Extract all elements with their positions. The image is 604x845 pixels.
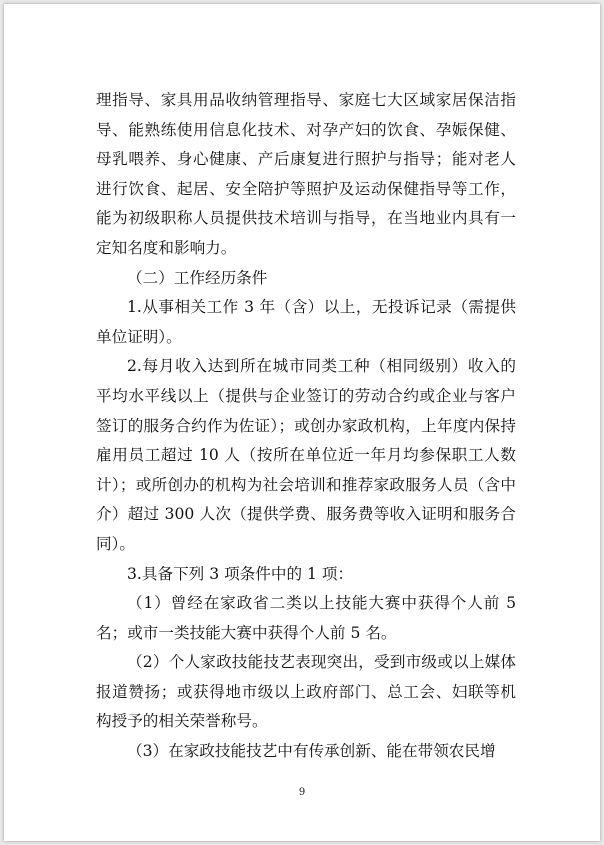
paragraph-item-1: 1.从事相关工作 3 年（含）以上，无投诉记录（需提供单位证明）。: [96, 298, 516, 346]
section-heading-work-experience: （二）工作经历条件: [127, 268, 268, 287]
paragraph-subitem-2: （2）个人家政技能技艺表现突出，受到市级或以上媒体报道赞扬；或获得地市级以上政府部门、总工会、妇联等机构授予的相关荣誉称号。: [96, 653, 516, 731]
paragraph-subitem-3: （3）在家政技能技艺中有传承创新、能在带领农民增: [127, 742, 496, 761]
document-page: [4, 4, 600, 841]
paragraph-continuation: 理指导、家具用品收纳管理指导、家庭七大区域家居保洁指导、能熟练使用信息化技术、对孕产妇的饮食、孕娠保健、母乳喂养、身心健康、产后康复进行照护与指导；能对老人进行饮食、起居、安全陪护等照护及运动保健指导等工作，能为初级职称人员提供技术培训与指导，在当地业内具有一定知名度和影响力。: [96, 91, 516, 257]
paragraph-subitem-1: （1）曾经在家政省二类以上技能大赛中获得个人前 5 名；或市一类技能大赛中获得个人前 5 名。: [96, 594, 521, 642]
paragraph-item-2: 2.每月收入达到所在城市同类工种（相同级别）收入的平均水平线以上（提供与企业签订的劳动合约或企业与客户签订的服务合约作为佐证）；或创办家政机构，上年度内保持雇用员工超过 10 人（按所在单位近一年月均参保职工人数计）；或所创办的机构为社会培训和推荐家政服务人员（含中介）超过 300 人次（提供学费、服务费等收入证明和服务合同）。: [96, 357, 516, 553]
document-body: [96, 86, 521, 767]
paragraph-item-3: 3.具备下列 3 项条件中的 1 项：: [127, 564, 354, 583]
page-number: 9: [298, 787, 306, 798]
